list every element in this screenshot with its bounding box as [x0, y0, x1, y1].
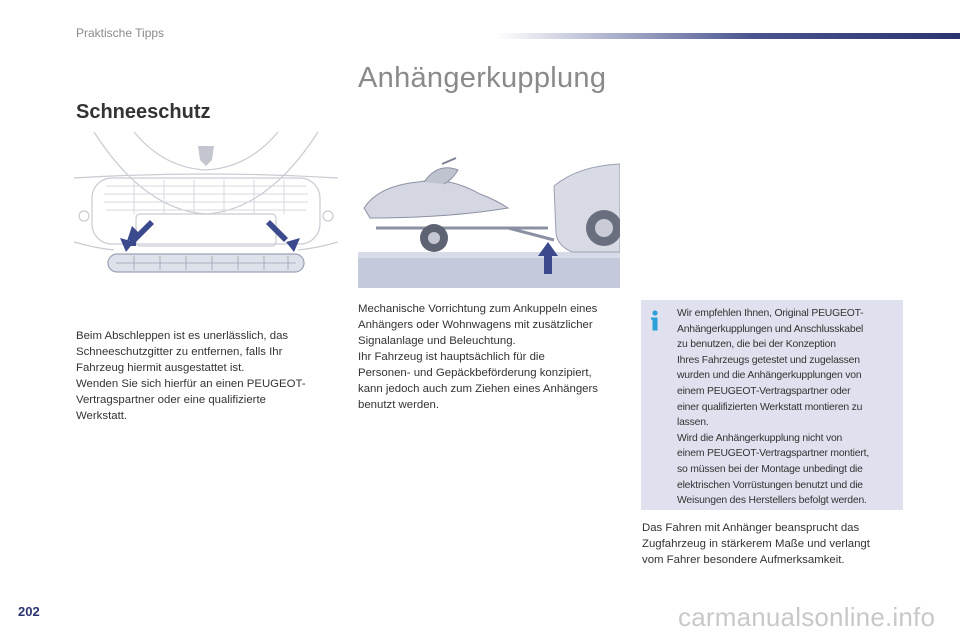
info-box-text: Wir empfehlen Ihnen, Original PEUGEOT- Anhängerkupplungen und Anschlusskabel zu benutzen, die bei der Konzeption Ihres Fahrzeugs getestet und zugelassen wurden und die Anhängerkupplungen von einem PEUGEOT-Vertragspartner oder einer qualifizierten Werkstatt montieren zu lassen. Wird die Anhängerkupplung nicht von einem PEUGEOT-Vertragspartner montiert, so müssen bei der Montage unbedingt die elektrischen Vorrüstungen benutzt und die Weisungen des Herstellers befolgt werden.	[677, 308, 870, 507]
watermark: carmanualsonline.info	[678, 602, 936, 632]
lion-logo-icon	[198, 146, 214, 166]
info-icon	[649, 310, 661, 332]
section-heading-schneeschutz: Schneeschutz	[76, 101, 211, 123]
info-box	[641, 300, 903, 510]
arrow-left-icon	[120, 220, 154, 252]
trailer-illustration	[358, 156, 620, 288]
header-gradient-bar	[496, 33, 960, 39]
arrow-right-icon	[266, 220, 300, 252]
snow-guard-text: Beim Abschleppen ist es unerlässlich, das Schneeschutzgitter zu entfernen, falls Ihr Fahrzeug hiermit ausgestattet ist. Wenden Sie sich hierfür an einen PEUGEOT- Vertragspartner oder eine qualifizierte Werkstatt.	[76, 330, 306, 422]
grille-illustration	[74, 130, 338, 292]
header-section-title: Praktische Tipps	[76, 26, 165, 40]
page-number: 202	[18, 604, 40, 619]
page-title: Anhängerkupplung	[358, 62, 607, 94]
towbar-description-text: Mechanische Vorrichtung zum Ankuppeln eines Anhängers oder Wohnwagens mit zusätzlicher Signalanlage und Beleuchtung. Ihr Fahrzeug ist hauptsächlich für die Personen- und Gepäckbeförderung konzipiert, kann jedoch auch zum Ziehen eines Anhängers benutzt werden.	[358, 303, 598, 411]
towing-note-text: Das Fahren mit Anhänger beansprucht das Zugfahrzeug in stärkerem Maße und verlangt vom Fahrer besondere Aufmerksamkeit.	[642, 522, 870, 566]
